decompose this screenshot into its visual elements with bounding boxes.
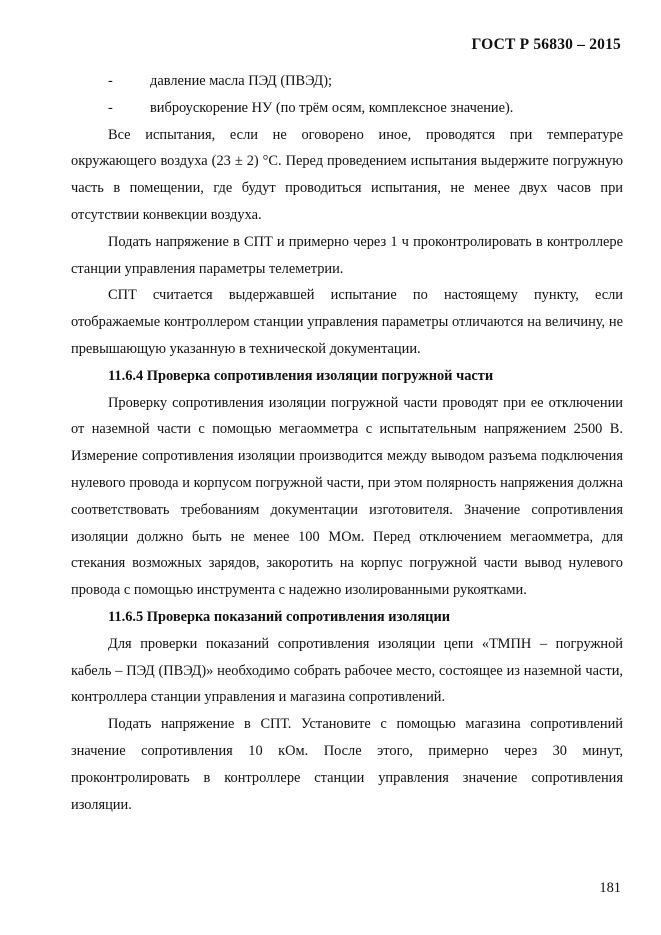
list-item <box>71 68 623 95</box>
paragraph-apply-voltage: Подать напряжение в СПТ и примерно через 1 ч проконтролировать в контроллере станции управления параметры телеметрии. <box>71 233 623 277</box>
paragraph-resistance-check: Подать напряжение в СПТ. Установите с помощью магазина сопротивлений значение сопротивления 10 кОм. После этого, примерно через 30 минут, проконтролировать в контроллере станции управления значение сопротивления изоляции. <box>71 716 623 813</box>
section-heading-11-6-5: 11.6.5 Проверка показаний сопротивления изоляции <box>108 608 451 625</box>
paragraph-insulation-resistance: Проверку сопротивления изоляции погружной части проводят при ее отключении от наземной части с помощью мегаомметра с испытательным напряжением 2500 В. Измерение сопротивления изоляции производится между выводом разъема подключения нулевого провода и корпусом погружной части, при этом полярность напряжения должна соответствовать требованиям документации изготовителя. Значение сопротивления изоляции должно быть не менее 100 МОм. Перед отключением мегаомметра, для стекания возможных зарядов, закоротить на корпус погружной части вывод нулевого провода с помощью инструмента с надежно изолированными рукоятками. <box>71 394 623 599</box>
list-bullet: - <box>108 99 113 116</box>
list-item <box>71 95 623 122</box>
list-bullet: - <box>108 73 113 89</box>
document-body <box>71 68 623 818</box>
list-item-text: виброускорение НУ (по трём осям, комплексное значение). <box>150 99 514 116</box>
list-item-text: давление масла ПЭД (ПВЭД); <box>150 73 332 89</box>
paragraph-workplace-setup: Для проверки показаний сопротивления изоляции цепи «ТМПН – погружной кабель – ПЭД (ПВЭД)» необходимо собрать рабочее место, состоящее из наземной части, контроллера станции управления и магазина сопротивлений. <box>71 635 623 706</box>
section-heading-11-6-4: 11.6.4 Проверка сопротивления изоляции погружной части <box>108 367 494 384</box>
page-number: 181 <box>599 880 621 896</box>
paragraph-pass-criteria: СПТ считается выдержавшей испытание по настоящему пункту, если отображаемые контроллером станции управления параметры отличаются на величину, не превышающую указанную в технической документации. <box>71 287 623 357</box>
standard-header: ГОСТ Р 56830 – 2015 <box>471 36 621 53</box>
paragraph-test-conditions: Все испытания, если не оговорено иное, проводятся при температуре окружающего воздуха (23 ± 2) °С. Перед проведением испытания выдержите погружную часть в помещении, где будут проводиться испытания, не менее двух часов при отсутствии конвекции воздуха. <box>71 126 623 223</box>
